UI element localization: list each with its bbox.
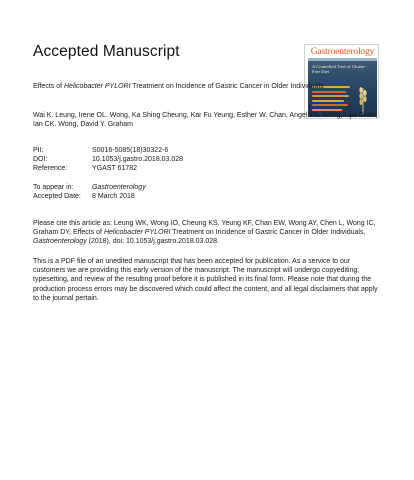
article-authors: Wai K. Leung, Irene OL. Wong, Ka Shing Cheung, Kar Fu Yeung, Esther W. Chan, Angel YS. Wong, Lijia Chen, Ian CK. Wong, David Y. Graham	[33, 112, 378, 129]
doi-link[interactable]: 10.1053/j.gastro.2018.03.028	[92, 156, 184, 164]
citation-part3: (2018), doi: 10.1053/j.gastro.2018.03.028.	[86, 238, 220, 246]
citation-italic1: Helicobacter PYLORI	[103, 229, 171, 237]
reference-value: YGAST 61782	[92, 165, 138, 173]
cover-headline: A Controlled Trial of Gluten-Free Diet	[312, 64, 366, 75]
reference-label: Reference:	[33, 165, 68, 173]
appear-in-label: To appear in:	[33, 184, 74, 191]
title-prefix: Effects of	[33, 83, 64, 90]
disclaimer-paragraph: This is a PDF file of an unedited manuscript that has been accepted for publication. As a service to our customers we are providing this early version of the manuscript. The manuscript will undergo copyediting, typesetting, and review of the resulting proof before it is published in its final form. Please note that during the production process errors may be discovered which could affect the content, and all legal disclaimers that apply to the journal pertain.	[33, 258, 378, 302]
pii-label: PII:	[33, 147, 44, 154]
doi-label: DOI:	[33, 156, 48, 164]
title-suffix: Treatment on Incidence of Gastric Cancer in Older Individuals	[130, 83, 324, 90]
article-identifiers	[33, 146, 183, 174]
cover-band	[308, 58, 377, 61]
cover-contents-line	[312, 100, 344, 102]
cover-journal-title: Gastroenterology	[310, 46, 375, 57]
citation-italic2: Gastroenterology	[33, 238, 87, 246]
cover-contents-line	[312, 95, 349, 97]
pii-value: S0016-5085(18)30322-6	[92, 147, 169, 154]
title-italic: Helicobacter PYLORI	[64, 83, 131, 90]
citation-paragraph	[33, 219, 385, 247]
publication-info	[33, 183, 146, 201]
accepted-date-value: 8 March 2018	[92, 193, 135, 201]
accepted-date-label: Accepted Date:	[33, 193, 81, 201]
citation-part2: Treatment on Incidence of Gastric Cancer in Older Individuals,	[170, 229, 366, 237]
citation-part1: Please cite this article as: Leung WK, Wong IO, Cheung KS, Yeung KF, Chan EW, Wong AY, Chen L, Wong IC, Graham DY, Effects of	[33, 220, 376, 237]
appear-in-journal: Gastroenterology	[92, 184, 146, 191]
page-heading: Accepted Manuscript	[33, 43, 180, 60]
article-title	[33, 82, 378, 91]
cover-contents-line	[312, 104, 348, 106]
